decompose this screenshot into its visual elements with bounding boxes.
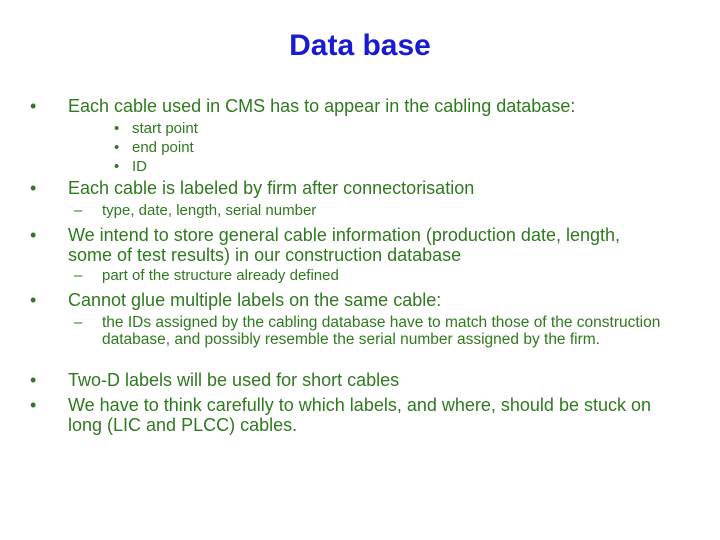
bullet-text: ID bbox=[132, 158, 147, 175]
bullet-marker: • bbox=[30, 96, 37, 116]
bullet-text: end point bbox=[132, 139, 194, 156]
slide-title: Data base bbox=[289, 29, 431, 62]
dash-marker: – bbox=[74, 202, 83, 219]
dash-item bbox=[74, 201, 674, 220]
sub-bullet-item bbox=[114, 120, 414, 137]
bullet-item bbox=[30, 178, 690, 198]
bullet-marker: • bbox=[30, 290, 37, 310]
bullet-marker: • bbox=[114, 139, 120, 156]
bullet-marker: • bbox=[114, 158, 120, 175]
bullet-text: Cannot glue multiple labels on the same cable: bbox=[68, 290, 442, 310]
dash-marker: – bbox=[74, 314, 83, 331]
bullet-item bbox=[30, 395, 670, 435]
bullet-marker: • bbox=[30, 370, 37, 390]
bullet-text: start point bbox=[132, 120, 198, 137]
bullet-text: Each cable used in CMS has to appear in the cabling database: bbox=[68, 96, 576, 116]
dash-text: the IDs assigned by the cabling database have to match those of the construction database, and possibly resemble the serial number assigned by the firm. bbox=[102, 314, 661, 348]
bullet-item bbox=[30, 370, 690, 390]
bullet-item bbox=[30, 96, 690, 116]
sub-bullet-item bbox=[114, 139, 414, 156]
bullet-marker: • bbox=[30, 178, 37, 198]
bullet-text: We intend to store general cable information (production date, length, some of test results) in our construction database bbox=[68, 225, 621, 265]
dash-text: part of the structure already defined bbox=[102, 267, 339, 284]
bullet-item bbox=[30, 225, 650, 265]
dash-text: type, date, length, serial number bbox=[102, 202, 317, 219]
bullet-text: We have to think carefully to which labels, and where, should be stuck on long (LIC and PLCC) cables. bbox=[68, 395, 651, 435]
bullet-text: Each cable is labeled by firm after connectorisation bbox=[68, 178, 475, 198]
dash-item bbox=[74, 314, 664, 348]
sub-bullet-item bbox=[114, 158, 414, 175]
dash-item bbox=[74, 266, 674, 285]
dash-marker: – bbox=[74, 267, 83, 284]
bullet-item bbox=[30, 290, 690, 310]
bullet-marker: • bbox=[30, 225, 37, 245]
bullet-text: Two-D labels will be used for short cables bbox=[68, 370, 400, 390]
bullet-marker: • bbox=[114, 120, 120, 137]
bullet-marker: • bbox=[30, 395, 37, 415]
